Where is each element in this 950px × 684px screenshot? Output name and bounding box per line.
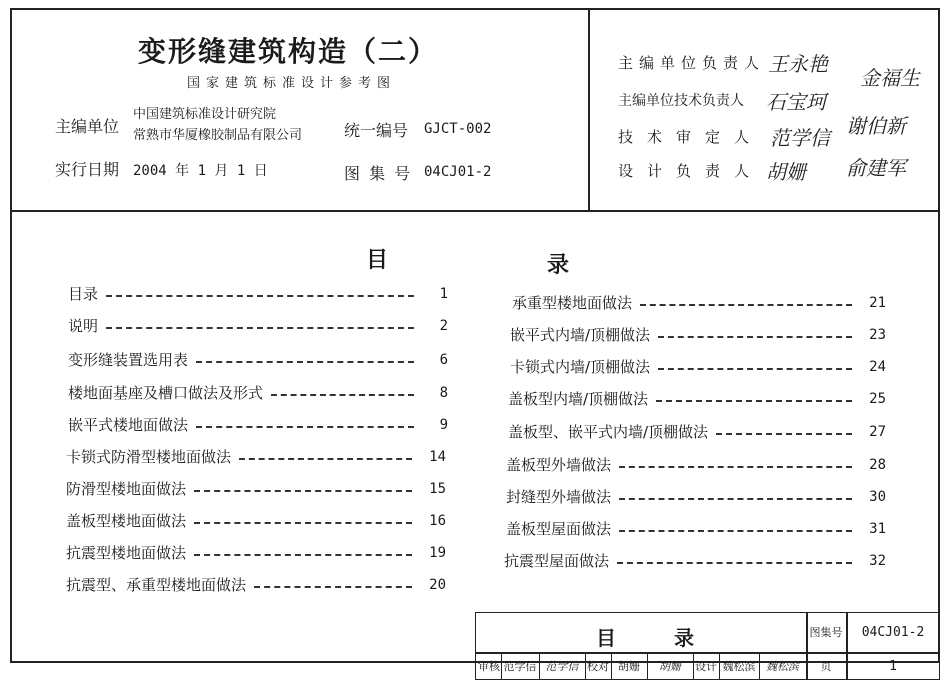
- date-label: 实行日期: [55, 160, 120, 179]
- toc-item: 抗震型楼地面做法 19: [66, 544, 446, 562]
- toc-item: 抗震型、承重型楼地面做法 20: [66, 576, 446, 594]
- signature-4: 胡姗: [766, 160, 806, 184]
- toc-item: 盖板型、嵌平式内墙/顶棚做法 27: [508, 423, 886, 441]
- editor-unit-2: 常熟市华厦橡胶制品有限公司: [133, 128, 303, 143]
- editor-unit-1: 中国建筑标准设计研究院: [133, 107, 277, 122]
- tb-sep: [501, 653, 502, 680]
- toc-item: 承重型楼地面做法 21: [512, 294, 886, 312]
- check-name: 胡姗: [618, 660, 640, 673]
- title-block-name-left: 目: [596, 626, 616, 650]
- signature-5: 金福生: [860, 66, 920, 90]
- page-title: 变形缝建筑构造（二）: [138, 35, 439, 68]
- toc-item: 盖板型楼地面做法 16: [66, 512, 446, 530]
- role-tech-chief: 主编单位技术负责人: [618, 93, 744, 109]
- toc-item: 盖板型屋面做法 31: [506, 520, 886, 538]
- toc-heading-left: 目: [366, 248, 389, 273]
- signature-7: 俞建军: [846, 156, 906, 180]
- header-bottom-line: [10, 210, 940, 212]
- signature-6: 谢伯新: [846, 114, 906, 138]
- page-number: 1: [889, 658, 897, 674]
- toc-item: 嵌平式楼地面做法 9: [68, 416, 448, 434]
- tb-sep: [585, 653, 586, 680]
- toc-item: 盖板型内墙/顶棚做法 25: [508, 390, 886, 408]
- toc-item: 变形缝装置选用表 6: [68, 351, 448, 369]
- check-label: 校对: [587, 660, 609, 673]
- date-value: 2004 年 1 月 1 日: [133, 163, 268, 179]
- role-reviewer: 技术审定人: [618, 128, 764, 146]
- toc-item: 防滑型楼地面做法 15: [66, 480, 446, 498]
- toc-item: 卡锁式防滑型楼地面做法 14: [66, 448, 446, 466]
- toc-heading-right: 录: [547, 253, 570, 278]
- tb-sep: [719, 653, 720, 680]
- tb-sep: [539, 653, 540, 680]
- design-signature: 魏松滨: [766, 660, 799, 673]
- toc-item: 嵌平式内墙/顶棚做法 23: [510, 326, 886, 344]
- toc-item: 说明 2: [68, 317, 448, 335]
- signature-2: 石宝珂: [766, 90, 826, 114]
- toc-item: 封缝型外墙做法 30: [506, 488, 886, 506]
- signature-1: 王永艳: [768, 52, 828, 76]
- header-divider: [588, 8, 590, 212]
- serial-value: GJCT-002: [424, 121, 492, 137]
- toc-item: 抗震型屋面做法 32: [504, 552, 886, 570]
- design-label: 设计: [695, 660, 717, 673]
- design-name: 魏松滨: [722, 660, 756, 673]
- serial-label: 统一编号: [344, 121, 409, 140]
- title-block-name-right: 录: [674, 626, 694, 650]
- review-name: 范学信: [503, 660, 537, 673]
- review-label: 审核: [478, 660, 500, 673]
- role-chief-unit: 主编单位负责人: [618, 54, 766, 72]
- title-block-atlas-value: 04CJ01-2: [861, 624, 925, 640]
- tb-sep: [647, 653, 648, 680]
- page-label: 页: [820, 660, 832, 673]
- page-subtitle: 国家建筑标准设计参考图: [187, 76, 397, 91]
- title-block-atlas-label: 图集号: [809, 626, 843, 639]
- check-signature: 胡姗: [659, 660, 681, 673]
- role-design-chief: 设计负责人: [618, 162, 764, 180]
- tb-sep: [611, 653, 612, 680]
- tb-sep: [759, 653, 760, 680]
- atlas-label: 图 集 号: [344, 164, 413, 183]
- atlas-value: 04CJ01-2: [424, 164, 492, 180]
- tb-sep: [693, 653, 694, 680]
- signature-3: 范学信: [770, 126, 830, 150]
- toc-item: 盖板型外墙做法 28: [506, 456, 886, 474]
- toc-item: 卡锁式内墙/顶棚做法 24: [510, 358, 886, 376]
- editor-label: 主编单位: [55, 117, 120, 136]
- toc-item: 楼地面基座及槽口做法及形式 8: [68, 384, 448, 402]
- toc-item: 目录 1: [68, 285, 448, 303]
- review-signature: 范学信: [545, 660, 579, 673]
